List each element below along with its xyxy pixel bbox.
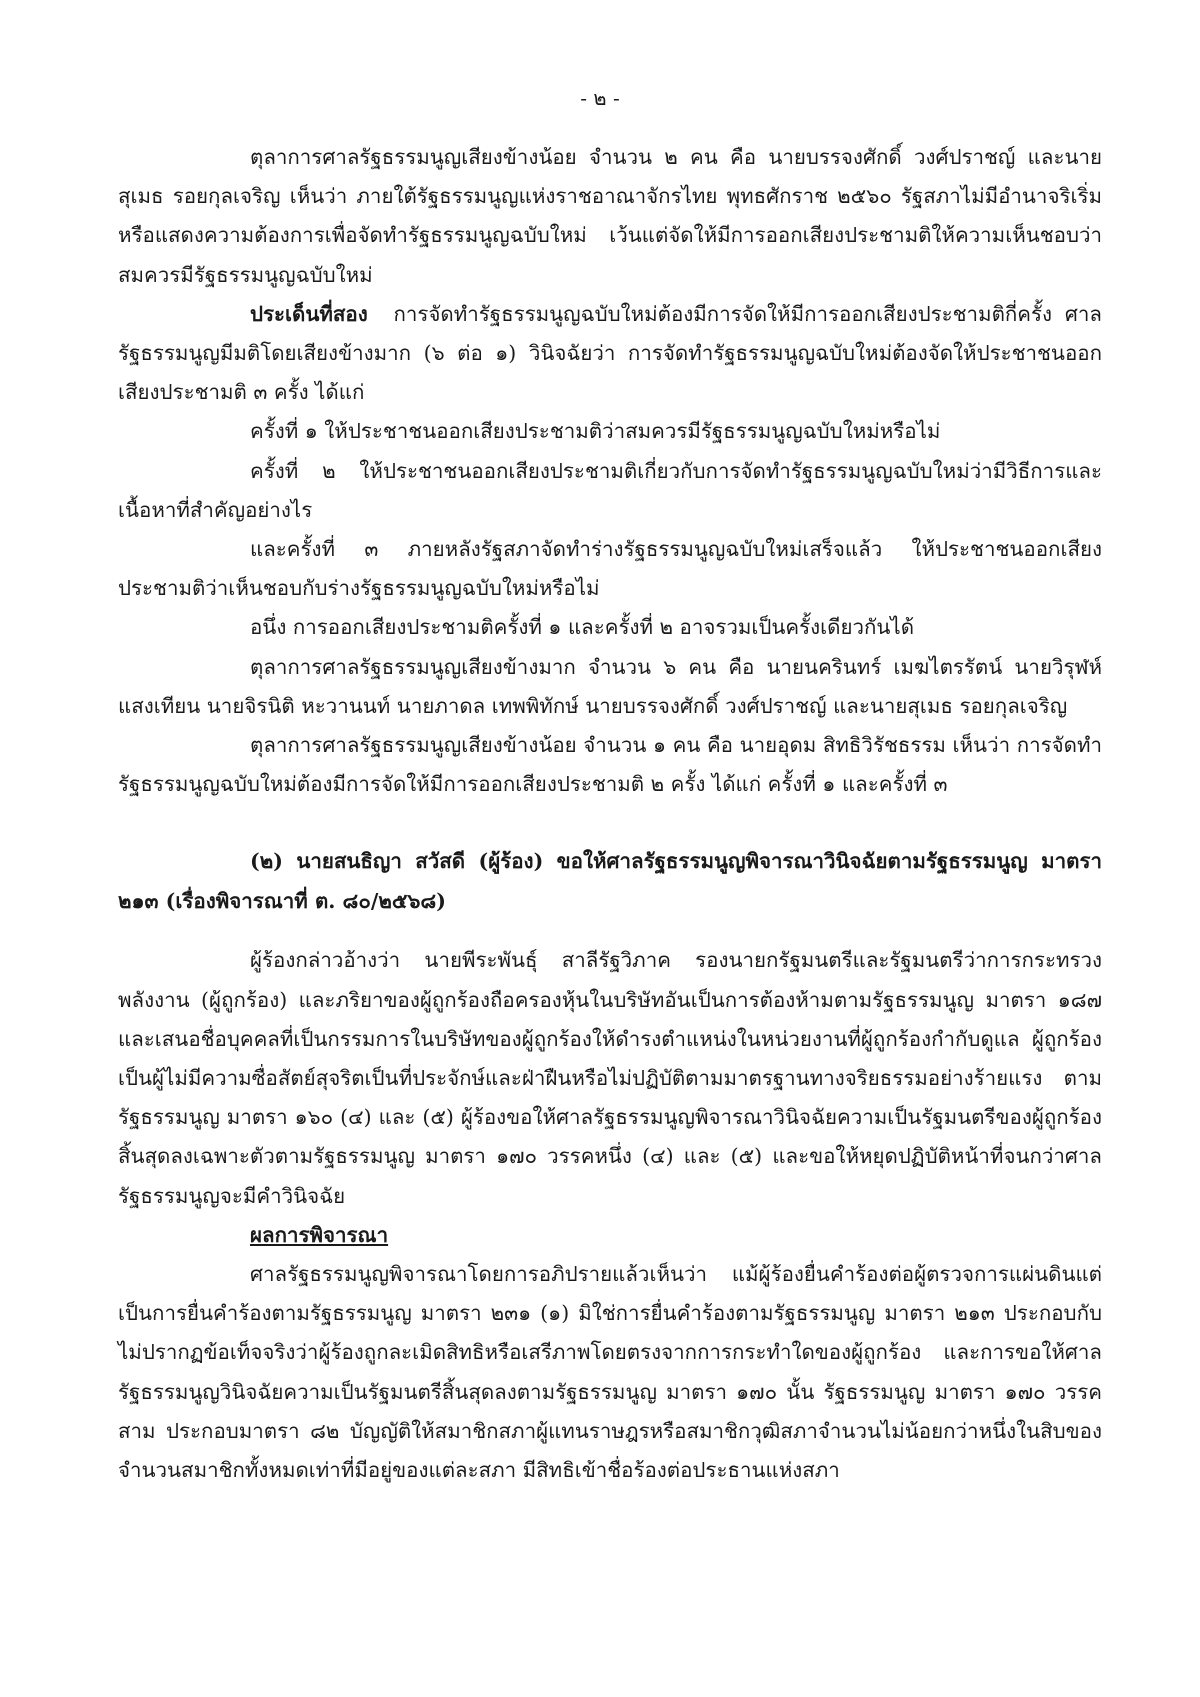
- document-body: [118, 138, 1102, 1490]
- paragraph-issue-two: [118, 295, 1102, 413]
- paragraph-case-claim: ผู้ร้องกล่าวอ้างว่า นายพีระพันธุ์ สาลีรัฐวิภาค รองนายกรัฐมนตรีและรัฐมนตรีว่าการกระทรวงพลังงาน (ผู้ถูกร้อง) และภริยาของผู้ถูกร้องถือครองหุ้นในบริษัทอันเป็นการต้องห้ามตามรัฐธรรมนูญ มาตรา ๑๘๗ และเสนอชื่อบุคคลที่เป็นกรรมการในบริษัทของผู้ถูกร้องให้ดำรงตำแหน่งในหน่วยงานที่ผู้ถูกร้องกำกับดูแล ผู้ถูกร้องเป็นผู้ไม่มีความซื่อสัตย์สุจริตเป็นที่ประจักษ์และฝ่าฝืนหรือไม่ปฏิบัติตามมาตรฐานทางจริยธรรมอย่างร้ายแรง ตามรัฐธรรมนูญ มาตรา ๑๖๐ (๔) และ (๕) ผู้ร้องขอให้ศาลรัฐธรรมนูญพิจารณาวินิจฉัยความเป็นรัฐมนตรีของผู้ถูกร้องสิ้นสุดลงเฉพาะตัวตามรัฐธรรมนูญ มาตรา ๑๗๐ วรรคหนึ่ง (๔) และ (๕) และขอให้หยุดปฏิบัติหน้าที่จนกว่าศาลรัฐธรรมนูญจะมีคำวินิจฉัย: [118, 948, 1102, 1208]
- paragraph-note: อนึ่ง การออกเสียงประชามติครั้งที่ ๑ และครั้งที่ ๒ อาจรวมเป็นครั้งเดียวกันได้: [250, 615, 915, 640]
- paragraph-round-2: ครั้งที่ ๒ ให้ประชาชนออกเสียงประชามติเกี่ยวกับการจัดทำรัฐธรรมนูญฉบับใหม่ว่ามีวิธีการและเนื้อหาที่สำคัญอย่างไร: [118, 458, 1102, 522]
- page-number: - ๒ -: [580, 86, 620, 110]
- result-heading: ผลการพิจารณา: [250, 1222, 389, 1247]
- issue-two-text: การจัดทำรัฐธรรมนูญฉบับใหม่ต้องมีการจัดให้มีการออกเสียงประชามติกี่ครั้ง ศาลรัฐธรรมนูญมีมติโดยเสียงข้างมาก (๖ ต่อ ๑) วินิจฉัยว่า การจัดทำรัฐธรรมนูญฉบับใหม่ต้องจัดให้ประชาชนออกเสียงประชามติ ๓ ครั้ง ได้แก่: [118, 301, 1102, 405]
- paragraph-round-1: ครั้งที่ ๑ ให้ประชาชนออกเสียงประชามติว่าสมควรมีรัฐธรรมนูญฉบับใหม่หรือไม่: [250, 419, 941, 444]
- case-heading: (๒) นายสนธิญา สวัสดี (ผู้ร้อง) ขอให้ศาลรัฐธรรมนูญพิจารณาวินิจฉัยตามรัฐธรรมนูญ มาตรา ๒๑๓ (เรื่องพิจารณาที่ ต. ๘๐/๒๕๖๘): [118, 849, 1102, 913]
- result-heading-line: [118, 1216, 1102, 1255]
- paragraph-majority-judges: ตุลาการศาลรัฐธรรมนูญเสียงข้างมาก จำนวน ๖ คน คือ นายนครินทร์ เมฆไตรรัตน์ นายวิรุฬห์ แสงเทียน นายจิรนิติ หะวานนท์ นายภาดล เทพพิทักษ์ นายบรรจงศักดิ์ วงศ์ปราชญ์ และนายสุเมธ รอยกุลเจริญ: [118, 654, 1102, 718]
- paragraph-minority-opinion-2: ตุลาการศาลรัฐธรรมนูญเสียงข้างน้อย จำนวน ๑ คน คือ นายอุดม สิทธิวิรัชธรรม เห็นว่า การจัดทำรัฐธรรมนูญฉบับใหม่ต้องมีการจัดให้มีการออกเสียงประชามติ ๒ ครั้ง ได้แก่ ครั้งที่ ๑ และครั้งที่ ๓: [118, 733, 1102, 797]
- issue-two-label: ประเด็นที่สอง: [250, 301, 368, 326]
- paragraph-minority-opinion-1: ตุลาการศาลรัฐธรรมนูญเสียงข้างน้อย จำนวน ๒ คน คือ นายบรรจงศักดิ์ วงศ์ปราชญ์ และนายสุเมธ รอยกุลเจริญ เห็นว่า ภายใต้รัฐธรรมนูญแห่งราชอาณาจักรไทย พุทธศักราช ๒๕๖๐ รัฐสภาไม่มีอำนาจริเริ่มหรือแสดงความต้องการเพื่อจัดทำรัฐธรรมนูญฉบับใหม่ เว้นแต่จัดให้มีการออกเสียงประชามติให้ความเห็นชอบว่าสมควรมีรัฐธรรมนูญฉบับใหม่: [118, 145, 1102, 287]
- paragraph-result: ศาลรัฐธรรมนูญพิจารณาโดยการอภิปรายแล้วเห็นว่า แม้ผู้ร้องยื่นคำร้องต่อผู้ตรวจการแผ่นดินแต่เป็นการยื่นคำร้องตามรัฐธรรมนูญ มาตรา ๒๓๑ (๑) มิใช่การยื่นคำร้องตามรัฐธรรมนูญ มาตรา ๒๑๓ ประกอบกับไม่ปรากฏข้อเท็จจริงว่าผู้ร้องถูกละเมิดสิทธิหรือเสรีภาพโดยตรงจากการกระทำใดของผู้ถูกร้อง และการขอให้ศาลรัฐธรรมนูญวินิจฉัยความเป็นรัฐมนตรีสิ้นสุดลงตามรัฐธรรมนูญ มาตรา ๑๗๐ นั้น รัฐธรรมนูญ มาตรา ๑๗๐ วรรคสาม ประกอบมาตรา ๘๒ บัญญัติให้สมาชิกสภาผู้แทนราษฎรหรือสมาชิกวุฒิสภาจำนวนไม่น้อยกว่าหนึ่งในสิบของจำนวนสมาชิกทั้งหมดเท่าที่มีอยู่ของแต่ละสภา มีสิทธิเข้าชื่อร้องต่อประธานแห่งสภา: [118, 1261, 1102, 1482]
- paragraph-round-3: และครั้งที่ ๓ ภายหลังรัฐสภาจัดทำร่างรัฐธรรมนูญฉบับใหม่เสร็จแล้ว ให้ประชาชนออกเสียงประชามติว่าเห็นชอบกับร่างรัฐธรรมนูญฉบับใหม่หรือไม่: [118, 537, 1102, 601]
